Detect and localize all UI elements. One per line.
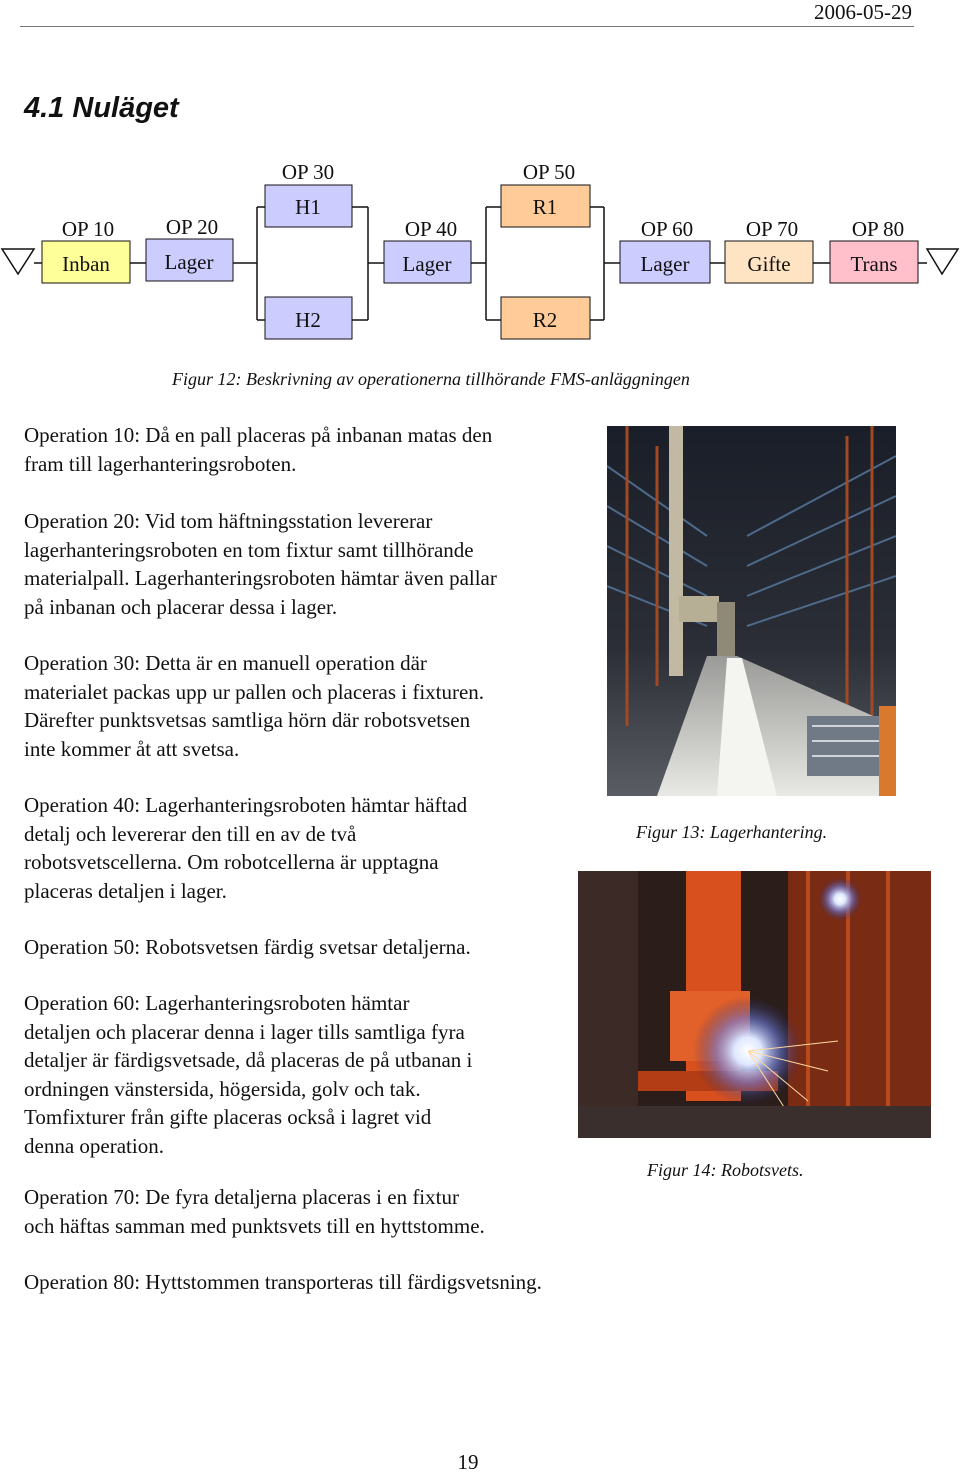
box-label-lager-op40: Lager (402, 252, 452, 276)
text-line: materialet packas upp ur pallen och placeras i fixturen. (24, 679, 485, 704)
text-line: Operation 20: Vid tom häftningsstation levererar (24, 509, 433, 533)
text-line: Därefter punktsvetsas samtliga hörn där robotsvetsen (24, 708, 471, 733)
text-line: robotsvetscellerna. Om robotcellerna är upptagna (24, 850, 439, 875)
paragraph-op80 (24, 1268, 542, 1297)
text-line: Operation 60: Lagerhanteringsroboten hämtar (24, 991, 410, 1015)
text-line: Tomfixturer från gifte placeras också i lagret vid (24, 1105, 432, 1130)
text-line: placeras detaljen i lager. (24, 878, 227, 903)
text-line: inte kommer åt att svetsa. (24, 736, 240, 761)
paragraph-op40 (24, 791, 467, 905)
box-label-h1: H1 (295, 195, 321, 219)
box-label-gifte: Gifte (747, 252, 791, 276)
op-label: OP 80 (851, 217, 905, 241)
text-line: materialpall. Lagerhanteringsroboten hämtar även pallar (24, 566, 497, 591)
op-label: OP 20 (165, 215, 219, 239)
header-date: 2006-05-29 (814, 0, 912, 24)
figure-12-caption: Figur 12: Beskrivning av operationerna tillhörande FMS-anläggningen (172, 369, 690, 389)
box-label-h2: H2 (295, 308, 321, 332)
box-label-r2: R2 (532, 308, 558, 332)
box-label-trans: Trans (850, 252, 898, 276)
figure-13-photo (607, 426, 896, 796)
text-line: ordningen vänstersida, högersida, golv och tak. (24, 1076, 421, 1101)
process-flow-diagram (0, 150, 960, 350)
text-line: och häftas samman med punktsvets till en hyttstomme. (24, 1213, 485, 1238)
box-label-lager-op60: Lager (640, 252, 690, 276)
end-triangle-icon (927, 249, 958, 274)
paragraph-op70 (24, 1183, 485, 1240)
text-line: Operation 40: Lagerhanteringsroboten hämtar häftad (24, 793, 468, 817)
op-label: OP 40 (404, 217, 458, 241)
text-line: detalj och levererar den till en av de två (24, 821, 357, 846)
text-line: Operation 80: Hyttstommen transporteras till färdigsvetsning. (24, 1270, 542, 1294)
section-heading: 4.1 Nuläget (24, 92, 179, 124)
paragraph-op10 (24, 421, 492, 478)
paragraph-op60 (24, 989, 472, 1161)
op-label: OP 70 (745, 217, 799, 241)
header-rule (20, 26, 914, 27)
paragraph-op20 (24, 507, 497, 621)
figure-14-caption: Figur 14: Robotsvets. (647, 1160, 804, 1180)
start-triangle-icon (2, 249, 34, 274)
op-label: OP 30 (281, 160, 335, 184)
op-label: OP 50 (522, 160, 576, 184)
text-line: detaljer är färdigsvetsade, då placeras de på utbanan i (24, 1048, 473, 1073)
paragraph-op50 (24, 933, 471, 962)
op-label: OP 10 (61, 217, 115, 241)
text-line: denna operation. (24, 1133, 164, 1158)
text-line: på inbanan och placerar dessa i lager. (24, 594, 338, 619)
box-label-r1: R1 (532, 195, 558, 219)
text-line: Operation 50: Robotsvetsen färdig svetsar detaljerna. (24, 935, 471, 959)
text-line: Operation 10: Då en pall placeras på inbanan matas den (24, 423, 493, 447)
figure-13-caption: Figur 13: Lagerhantering. (636, 822, 828, 842)
paragraph-op30 (24, 649, 484, 763)
box-label-inban: Inban (62, 252, 110, 276)
text-line: lagerhanteringsroboten en tom fixtur samt tillhörande (24, 537, 474, 562)
figure-14-photo (578, 871, 931, 1138)
page-number: 19 (457, 1450, 479, 1474)
text-line: detaljen och placerar denna i lager tills samtliga fyra (24, 1019, 465, 1044)
box-label-lager-op20: Lager (164, 250, 214, 274)
text-line: Operation 70: De fyra detaljerna placeras i en fixtur (24, 1185, 459, 1209)
op-label: OP 60 (640, 217, 694, 241)
text-line: fram till lagerhanteringsroboten. (24, 451, 297, 476)
text-line: Operation 30: Detta är en manuell operation där (24, 651, 427, 675)
